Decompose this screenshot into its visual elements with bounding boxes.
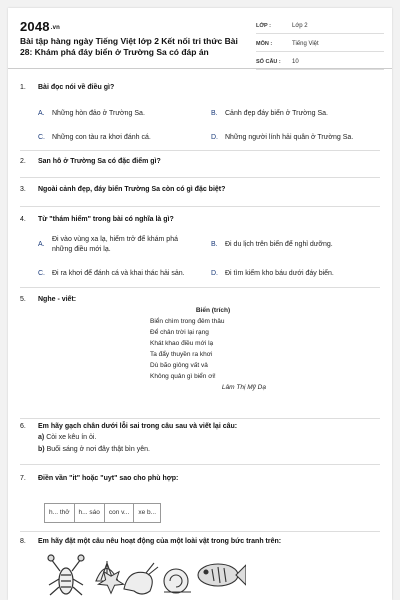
- poem-line: Để chân trời lại rạng: [150, 329, 209, 336]
- meta-value: Lớp 2: [292, 23, 308, 29]
- question-text: Em hãy đặt một câu nêu hoạt động của một loài vật trong bức tranh trên:: [38, 538, 282, 545]
- poem-line: Không quản gì biển ơi!: [150, 373, 216, 380]
- meta-row-grade: [256, 18, 384, 34]
- option-letter: B.: [211, 110, 218, 117]
- question-number: 7.: [20, 475, 26, 482]
- question-number: 5.: [20, 296, 26, 303]
- blank-cell[interactable]: h... sáo: [74, 503, 105, 523]
- question-text: Điền vần "it" hoặc "uyt" sao cho phù hợp:: [38, 475, 179, 482]
- blank-cell[interactable]: xe b...: [133, 503, 161, 523]
- option-letter: A.: [38, 110, 45, 117]
- question-number: 6.: [20, 423, 26, 430]
- sea-animals-illustration: [46, 551, 246, 600]
- q6-item-b: [38, 445, 150, 455]
- poem-line: Ta đẩy thuyền ra khơi: [150, 351, 213, 358]
- worksheet-header: [8, 8, 392, 69]
- q6-item-a: [38, 433, 96, 443]
- option-letter: C.: [38, 134, 45, 141]
- question-text: Nghe - viết:: [38, 296, 77, 303]
- meta-key: SỐ CÂU :: [256, 59, 281, 65]
- worksheet-page: [8, 8, 392, 600]
- divider: [20, 464, 380, 465]
- poem-line: Dù bão giông vất vả: [150, 362, 208, 369]
- poem-line: Khát khao điều mới lạ: [150, 340, 214, 347]
- option-text: Những hòn đảo ở Trường Sa.: [52, 110, 145, 117]
- meta-value: 10: [292, 59, 299, 65]
- poem: [138, 305, 278, 393]
- document-title: Bài tập hàng ngày Tiếng Việt lớp 2 Kết nối tri thức Bài 28: Khám phá đáy biển ở Trường Sa có đáp án: [20, 36, 238, 57]
- option-text: Đi ra khơi để đánh cá và khai thác hải sản.: [52, 270, 185, 277]
- blank-cell[interactable]: con v...: [104, 503, 134, 523]
- option-letter: B.: [211, 241, 218, 248]
- option-text: Cảnh đẹp đáy biển ở Trường Sa.: [225, 110, 328, 117]
- poem-line: Biển chìm trong đêm thâu: [150, 318, 225, 325]
- question-text: Từ "thám hiểm" trong bài có nghĩa là gì?: [38, 216, 174, 223]
- divider: [20, 531, 380, 532]
- meta-value: Tiếng Việt: [292, 41, 319, 47]
- item-label: a): [38, 434, 45, 441]
- option-text: Đi vào vùng xa lạ, hiểm trở để khám phá: [52, 236, 178, 243]
- question-text: San hô ở Trường Sa có đặc điểm gì?: [38, 158, 161, 165]
- meta-row-subject: [256, 36, 384, 52]
- divider: [20, 287, 380, 288]
- option-letter: D.: [211, 134, 218, 141]
- snail-icon: [164, 569, 191, 593]
- question-number: 1.: [20, 84, 26, 91]
- logo-suffix: .vn: [50, 24, 61, 31]
- meta-key: LỚP :: [256, 23, 271, 29]
- shrimp-icon: [124, 563, 158, 594]
- meta-key: MÔN :: [256, 41, 273, 47]
- question-number: 8.: [20, 538, 26, 545]
- question-number: 3.: [20, 186, 26, 193]
- poem-author: Lâm Thị Mỹ Dạ: [221, 384, 266, 391]
- option-text: Những người lính hải quân ở Trường Sa.: [225, 134, 354, 141]
- divider: [20, 177, 380, 178]
- blank-cell[interactable]: h... thở: [44, 503, 75, 523]
- item-text: Buổi sáng ở nơi đây thật bìn yên.: [46, 446, 150, 453]
- logo-text: 2048: [20, 19, 50, 34]
- option-text: Đi tìm kiếm kho báu dưới đáy biển.: [225, 270, 334, 277]
- lobster-icon: [48, 555, 84, 595]
- fish-icon: [198, 564, 246, 586]
- meta-row-count: [256, 54, 384, 70]
- question-number: 4.: [20, 216, 26, 223]
- divider: [20, 150, 380, 151]
- divider: [20, 206, 380, 207]
- option-letter: D.: [211, 270, 218, 277]
- option-text: Đi du lịch trên biển để nghỉ dưỡng.: [225, 241, 333, 248]
- poem-title: Biển (trích): [195, 307, 231, 314]
- item-label: b): [38, 446, 45, 453]
- fill-blanks-row: [44, 503, 160, 523]
- question-number: 2.: [20, 158, 26, 165]
- option-text: Những con tàu ra khơi đánh cá.: [52, 134, 151, 141]
- option-letter: C.: [38, 270, 45, 277]
- site-logo[interactable]: [20, 19, 60, 34]
- option-text-line-2: những điều mới lạ.: [52, 246, 111, 253]
- question-text: Ngoài cảnh đẹp, đáy biển Trường Sa còn có gì đặc biệt?: [38, 186, 226, 193]
- question-text: Em hãy gạch chân dưới lỗi sai trong câu sau và viết lại câu:: [38, 423, 238, 430]
- option-letter: A.: [38, 241, 45, 248]
- meta-panel: [256, 18, 384, 72]
- divider: [20, 418, 380, 419]
- item-text: Còi xe kêu ín ỏi.: [46, 434, 97, 441]
- question-text: Bài đọc nói về điều gì?: [38, 84, 115, 91]
